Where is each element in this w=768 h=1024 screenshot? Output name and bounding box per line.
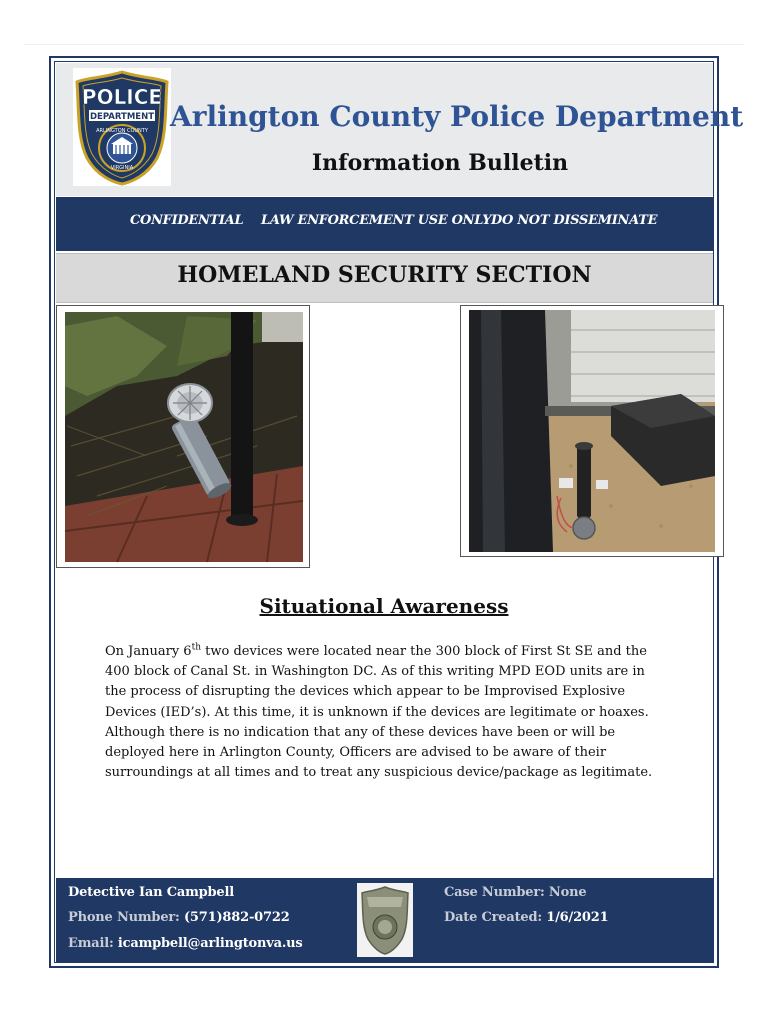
email-address[interactable]: icampbell@arlingtonva.us bbox=[117, 936, 303, 951]
article-body bbox=[105, 642, 665, 783]
email-line bbox=[68, 936, 303, 951]
police-badge-logo bbox=[73, 68, 171, 186]
banner-confidential: CONFIDENTIAL bbox=[130, 213, 244, 228]
footer-badge-logo bbox=[357, 883, 413, 957]
phone-number: (571)882-0722 bbox=[183, 910, 290, 925]
article-body-rest: two devices were located near the 300 block of First St SE and the 400 block of Canal St. in Washington DC. As of this writing MPD EOD units are in the process of disrupting the devices which appear to be Improvised Explosive Devices (IED’s). At this time, it is unknown if the devices are legitimate or hoaxes. Although there is no indication that any of these devices have been or will be deployed here in Arlington County, Officers are advised to be aware of their surroundings at all times and to treat any suspicious device/package as legitimate. bbox=[105, 644, 653, 781]
page-top-rule bbox=[24, 44, 744, 45]
date-created-value: 1/6/2021 bbox=[546, 910, 609, 925]
article-title: Situational Awareness bbox=[259, 594, 509, 618]
phone-line bbox=[68, 910, 290, 925]
ordinal-suffix: th bbox=[191, 642, 202, 653]
phone-label: Phone Number: bbox=[68, 910, 184, 925]
device-photo-1 bbox=[56, 305, 310, 568]
date-created-label: Date Created: bbox=[444, 910, 547, 925]
case-number: Case Number: None bbox=[444, 885, 587, 900]
date-created-line bbox=[444, 910, 608, 925]
email-label: Email: bbox=[68, 936, 118, 951]
badge-police-text: POLICE bbox=[81, 85, 163, 109]
device-photo-2 bbox=[460, 305, 724, 557]
bulletin-subtitle: Information Bulletin bbox=[311, 150, 569, 176]
section-title: HOMELAND SECURITY SECTION bbox=[177, 262, 592, 288]
detective-name: Detective Ian Campbell bbox=[68, 885, 234, 900]
banner-law-enforcement-only: LAW ENFORCEMENT USE ONLY bbox=[261, 213, 492, 228]
badge-virginia-text: VIRGINIA bbox=[110, 165, 134, 171]
department-title: Arlington County Police Department bbox=[170, 100, 744, 133]
badge-county-text: ARLINGTON COUNTY bbox=[96, 128, 148, 134]
badge-department-text: DEPARTMENT bbox=[89, 112, 155, 122]
article-body-start: On January 6 bbox=[105, 644, 192, 659]
banner-do-not-disseminate: DO NOT DISSEMINATE bbox=[491, 213, 658, 228]
